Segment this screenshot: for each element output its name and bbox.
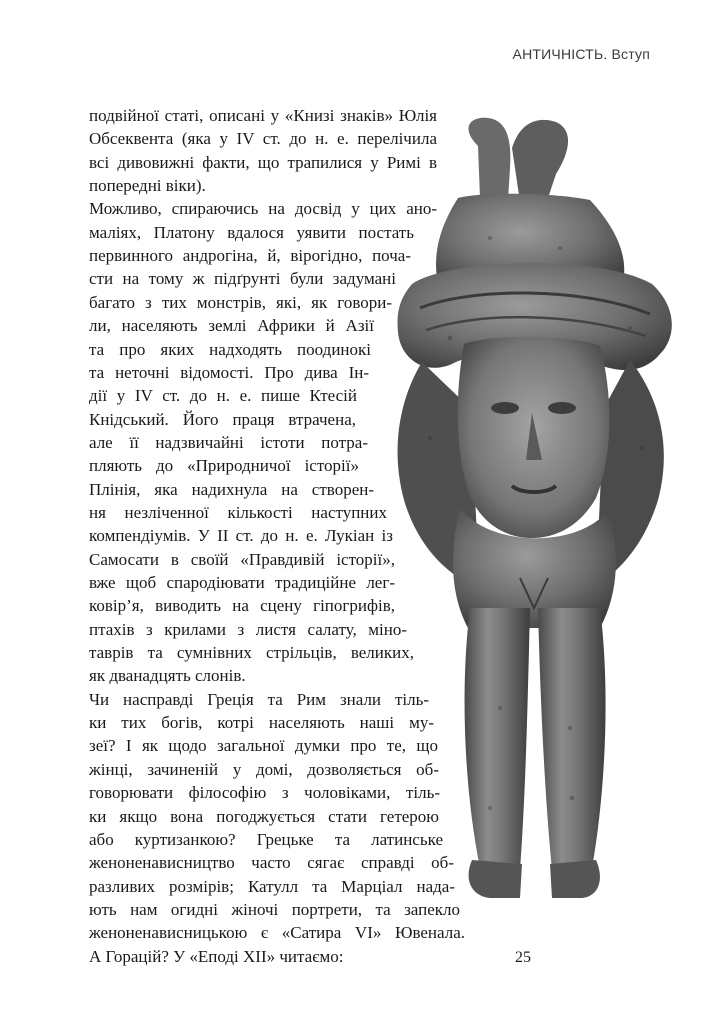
text-line: таврів та сумнівних стрільців, великих, bbox=[89, 643, 414, 663]
text-line: компендіумів. У II ст. до н. е. Лукіан із bbox=[89, 526, 393, 546]
text-line: подвійної статі, описані у «Книзі знаків» Юлія bbox=[89, 106, 437, 125]
text-line: ють нам огидні жіночі портрети, та запекло bbox=[89, 899, 460, 919]
text-line: всі дивовижні факти, що трапилися у Римі в bbox=[89, 152, 437, 172]
text-line: Обсеквента (яка у IV ст. до н. е. перелічила bbox=[89, 129, 437, 149]
text-line: птахів з крилами з листя салату, міно- bbox=[89, 619, 407, 639]
page-number: 25 bbox=[515, 949, 531, 966]
text-line: разливих розмірів; Катулл та Марціал нада- bbox=[89, 876, 455, 896]
text-line: А Горацій? У «Еподі XII» читаємо: bbox=[89, 946, 344, 966]
text-line: дії у IV ст. до н. е. пише Ктесій bbox=[89, 386, 357, 406]
text-line: ковір’я, виводить на сцену гіпогрифів, bbox=[89, 596, 395, 616]
text-line: багато з тих монстрів, які, як говори- bbox=[89, 292, 392, 312]
text-line: як дванадцять слонів. bbox=[89, 666, 246, 686]
text-line: жінці, зачиненій у домі, дозволяється об- bbox=[89, 759, 439, 779]
text-line: маліях, Платону вдалося уявити постать bbox=[89, 222, 414, 242]
text-line: але її надзвичайні істоти потра- bbox=[89, 432, 368, 452]
text-line: Самосати в своїй «Правдивій історії», bbox=[89, 549, 395, 569]
running-head: АНТИЧНІСТЬ. Вступ bbox=[512, 46, 650, 62]
text-line: та неточні відомості. Про дива Ін- bbox=[89, 362, 369, 382]
text-line: Можливо, спираючись на досвід у цих ано- bbox=[89, 199, 437, 219]
text-line: Чи насправді Греція та Рим знали тіль- bbox=[89, 689, 429, 709]
text-line: пляють до «Природничої історії» bbox=[89, 456, 359, 476]
text-line: вже щоб спародіювати традиційне лег- bbox=[89, 573, 395, 592]
text-line: та про яких надходять поодинокі bbox=[89, 339, 371, 359]
text-line: зеї? І як щодо загальної думки про те, що bbox=[89, 736, 438, 756]
text-line: женоненависницькою є «Сатира VI» Ювенала. bbox=[89, 923, 465, 943]
text-line: Плінія, яка надихнула на створен- bbox=[89, 479, 374, 499]
text-line: женоненависництво часто сягає справді об- bbox=[89, 853, 454, 873]
text-line: ня незліченної кількості наступних bbox=[89, 502, 387, 522]
text-line: ки тих богів, котрі населяють наші му- bbox=[89, 713, 434, 733]
text-line: або куртизанкою? Грецьке та латинське bbox=[89, 829, 443, 849]
text-line: ли, населяють землі Африки й Азії bbox=[89, 316, 374, 336]
text-line: Кнідський. Його праця втрачена, bbox=[89, 409, 356, 429]
text-line: ки якщо вона погоджується стати гетерою bbox=[89, 806, 439, 826]
text-line: первинного андрогіна, й, вірогідно, поча- bbox=[89, 246, 411, 266]
text-line: сти на тому ж підґрунті були задумані bbox=[89, 269, 396, 289]
text-line: попередні віки). bbox=[89, 176, 206, 196]
text-line: говорювати філософію з чоловіками, тіль- bbox=[89, 783, 440, 803]
